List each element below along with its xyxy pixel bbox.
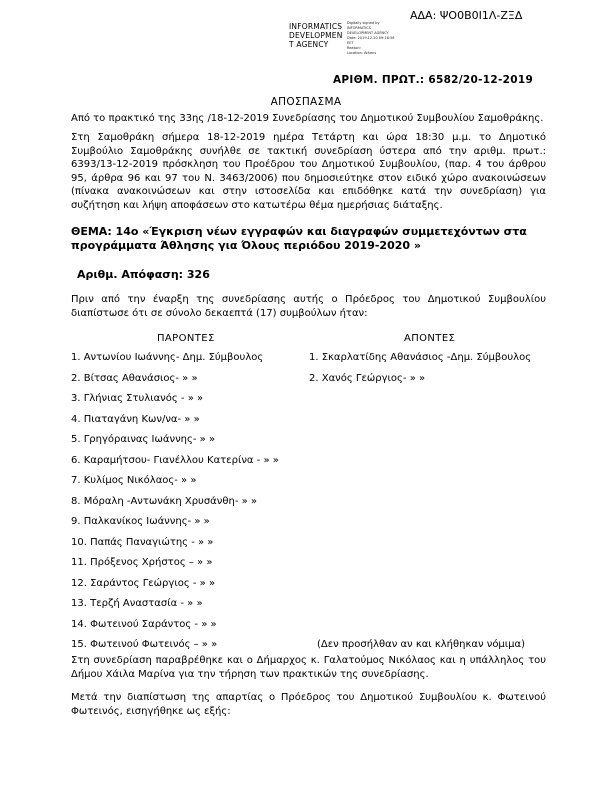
present-member: 10. Παπάς Παναγιώτης - » » (71, 537, 214, 548)
present-member: 6. Καραμήτσου- Γιανέλλου Κατερίνα - » » (71, 455, 279, 466)
absent-member: 1. Σκαρλατίδης Αθανάσιος -Δημ. Σύμβουλος (309, 352, 532, 363)
stamp-detail-line: DEVELOPMENT AGENCY (347, 31, 389, 35)
introduction-paragraph: Μετά την διαπίστωση της απαρτίας ο Πρόεδρος του Δημοτικού Συμβουλίου κ. Φωτεινού Φωτεινός, εισηγήθηκε ως εξής: (71, 692, 546, 717)
attendees-paragraph: Στη συνεδρίαση παραβρέθηκε και ο Δήμαρχος κ. Γαλατούμος Νικόλαος και η υπάλληλος του Δήμου Χάιλα Μαρίνα για την τήρηση των πρακτικών της συνεδρίασης. (71, 655, 546, 680)
present-member: 12. Σαράντος Γεώργιος - » » (71, 578, 216, 589)
present-member: 1. Αντωνίου Ιωάννης- Δημ. Σύμβουλος (71, 352, 264, 363)
decision-number: Αριθμ. Απόφαση: 326 (77, 268, 210, 281)
present-member: 13. Τερζή Αναστασία - » » (71, 598, 203, 609)
stamp-detail-line: Date: 2019.12.20 09:16:56 (347, 36, 395, 40)
present-member: 14. Φωτεινού Σαράντος - » » (71, 619, 217, 630)
stamp-detail-line: Reason: (347, 46, 361, 50)
present-member: 5. Γρηγόραινας Ιωάννης- » » (71, 434, 216, 445)
absent-member: 2. Χανός Γεώργιος- » » (309, 373, 426, 384)
present-member: 8. Μόραλη -Αντωνάκη Χρυσάνθη- » » (71, 496, 258, 507)
stamp-line: INFORMATICS (289, 22, 343, 31)
quorum-text: Πριν από την έναρξη της συνεδρίασης αυτής ο Πρόεδρος του Δημοτικού Συμβουλίου διαπίστωσε ότι σε σύνολο δεκαεπτά (17) συμβούλων ήταν: (71, 294, 546, 319)
stamp-line: DEVELOPMEN (289, 31, 343, 40)
protocol-number: ΑΡΙΘΜ. ΠΡΩΤ.: 6582/20-12-2019 (333, 74, 534, 86)
present-member: 9. Παλκανίκος Ιωάννης- » » (71, 516, 210, 527)
present-member: 3. Γλήνιας Στυλιανός - » » (71, 393, 204, 404)
meeting-paragraph: Στη Σαμοθράκη σήμερα 18-12-2019 ημέρα Τετάρτη και ώρα 18:30 μ.μ. το Δημοτικό Συμβούλιο Σαμοθράκης συνήλθε σε τακτική συνεδρίαση ύστερα από την αριθμ. πρωτ.: 6393/13-12-2019 πρόσκληση του Προέδρου του Δημοτικού Συμβουλίου, (παρ. 4 του άρθρου 95, άρθρα 96 και 97 του Ν. 3463/2006) που δημοσιεύτηκε στον ειδικό χώρο ανακοινώσεων (πίνακα ανακοινώσεων και στην ιστοσελίδα και επιδόθηκε κατά την συνεδρίαση) για συζήτηση και λήψη αποφάσεων στο κατωτέρω θέμα ημερήσιας διάταξης. (71, 132, 546, 211)
stamp-line: T AGENCY (289, 40, 329, 49)
absent-header: ΑΠΟΝΤΕΣ (404, 333, 456, 344)
present-member: 15. Φωτεινού Φωτεινός – » » (71, 639, 218, 650)
stamp-detail-line: Digitally signed by (347, 21, 380, 25)
minutes-reference: Από το πρακτικό της 33ης /18-12-2019 Συνεδρίασης του Δημοτικού Συμβουλίου Σαμοθράκης. (71, 113, 544, 124)
document-title: ΑΠΟΣΠΑΣΜΑ (270, 96, 342, 108)
present-member: 4. Πιαταγάνη Κων/να- » » (71, 414, 200, 425)
signature-stamp-details (347, 21, 395, 56)
present-member: 7. Κυλίμος Νικόλαος- » » (71, 475, 197, 486)
present-member: 2. Βίτσας Αθανάσιος- » » (71, 373, 198, 384)
stamp-detail-line: EET (347, 41, 354, 45)
subject-heading: ΘΕΜΑ: 14ο «Έγκριση νέων εγγραφών και διαγραφών συμμετεχόντων στα προγράμματα Άθλησης για Όλους περιόδου 2019-2020 » (71, 225, 527, 252)
present-header: ΠΑΡΟΝΤΕΣ (157, 333, 215, 344)
stamp-detail-line: Location: Athens (347, 51, 377, 55)
absent-note: (Δεν προσήλθαν αν και κλήθηκαν νόμιμα) (317, 639, 526, 650)
stamp-detail-line: INFORMATICS (347, 26, 371, 30)
ada-code: ΑΔΑ: ΨΟ0Β0Ι1Λ-ΖΞΔ (410, 9, 523, 22)
present-member: 11. Πρόξενος Χρήστος – » » (71, 557, 213, 568)
signature-stamp-agency (289, 22, 343, 49)
